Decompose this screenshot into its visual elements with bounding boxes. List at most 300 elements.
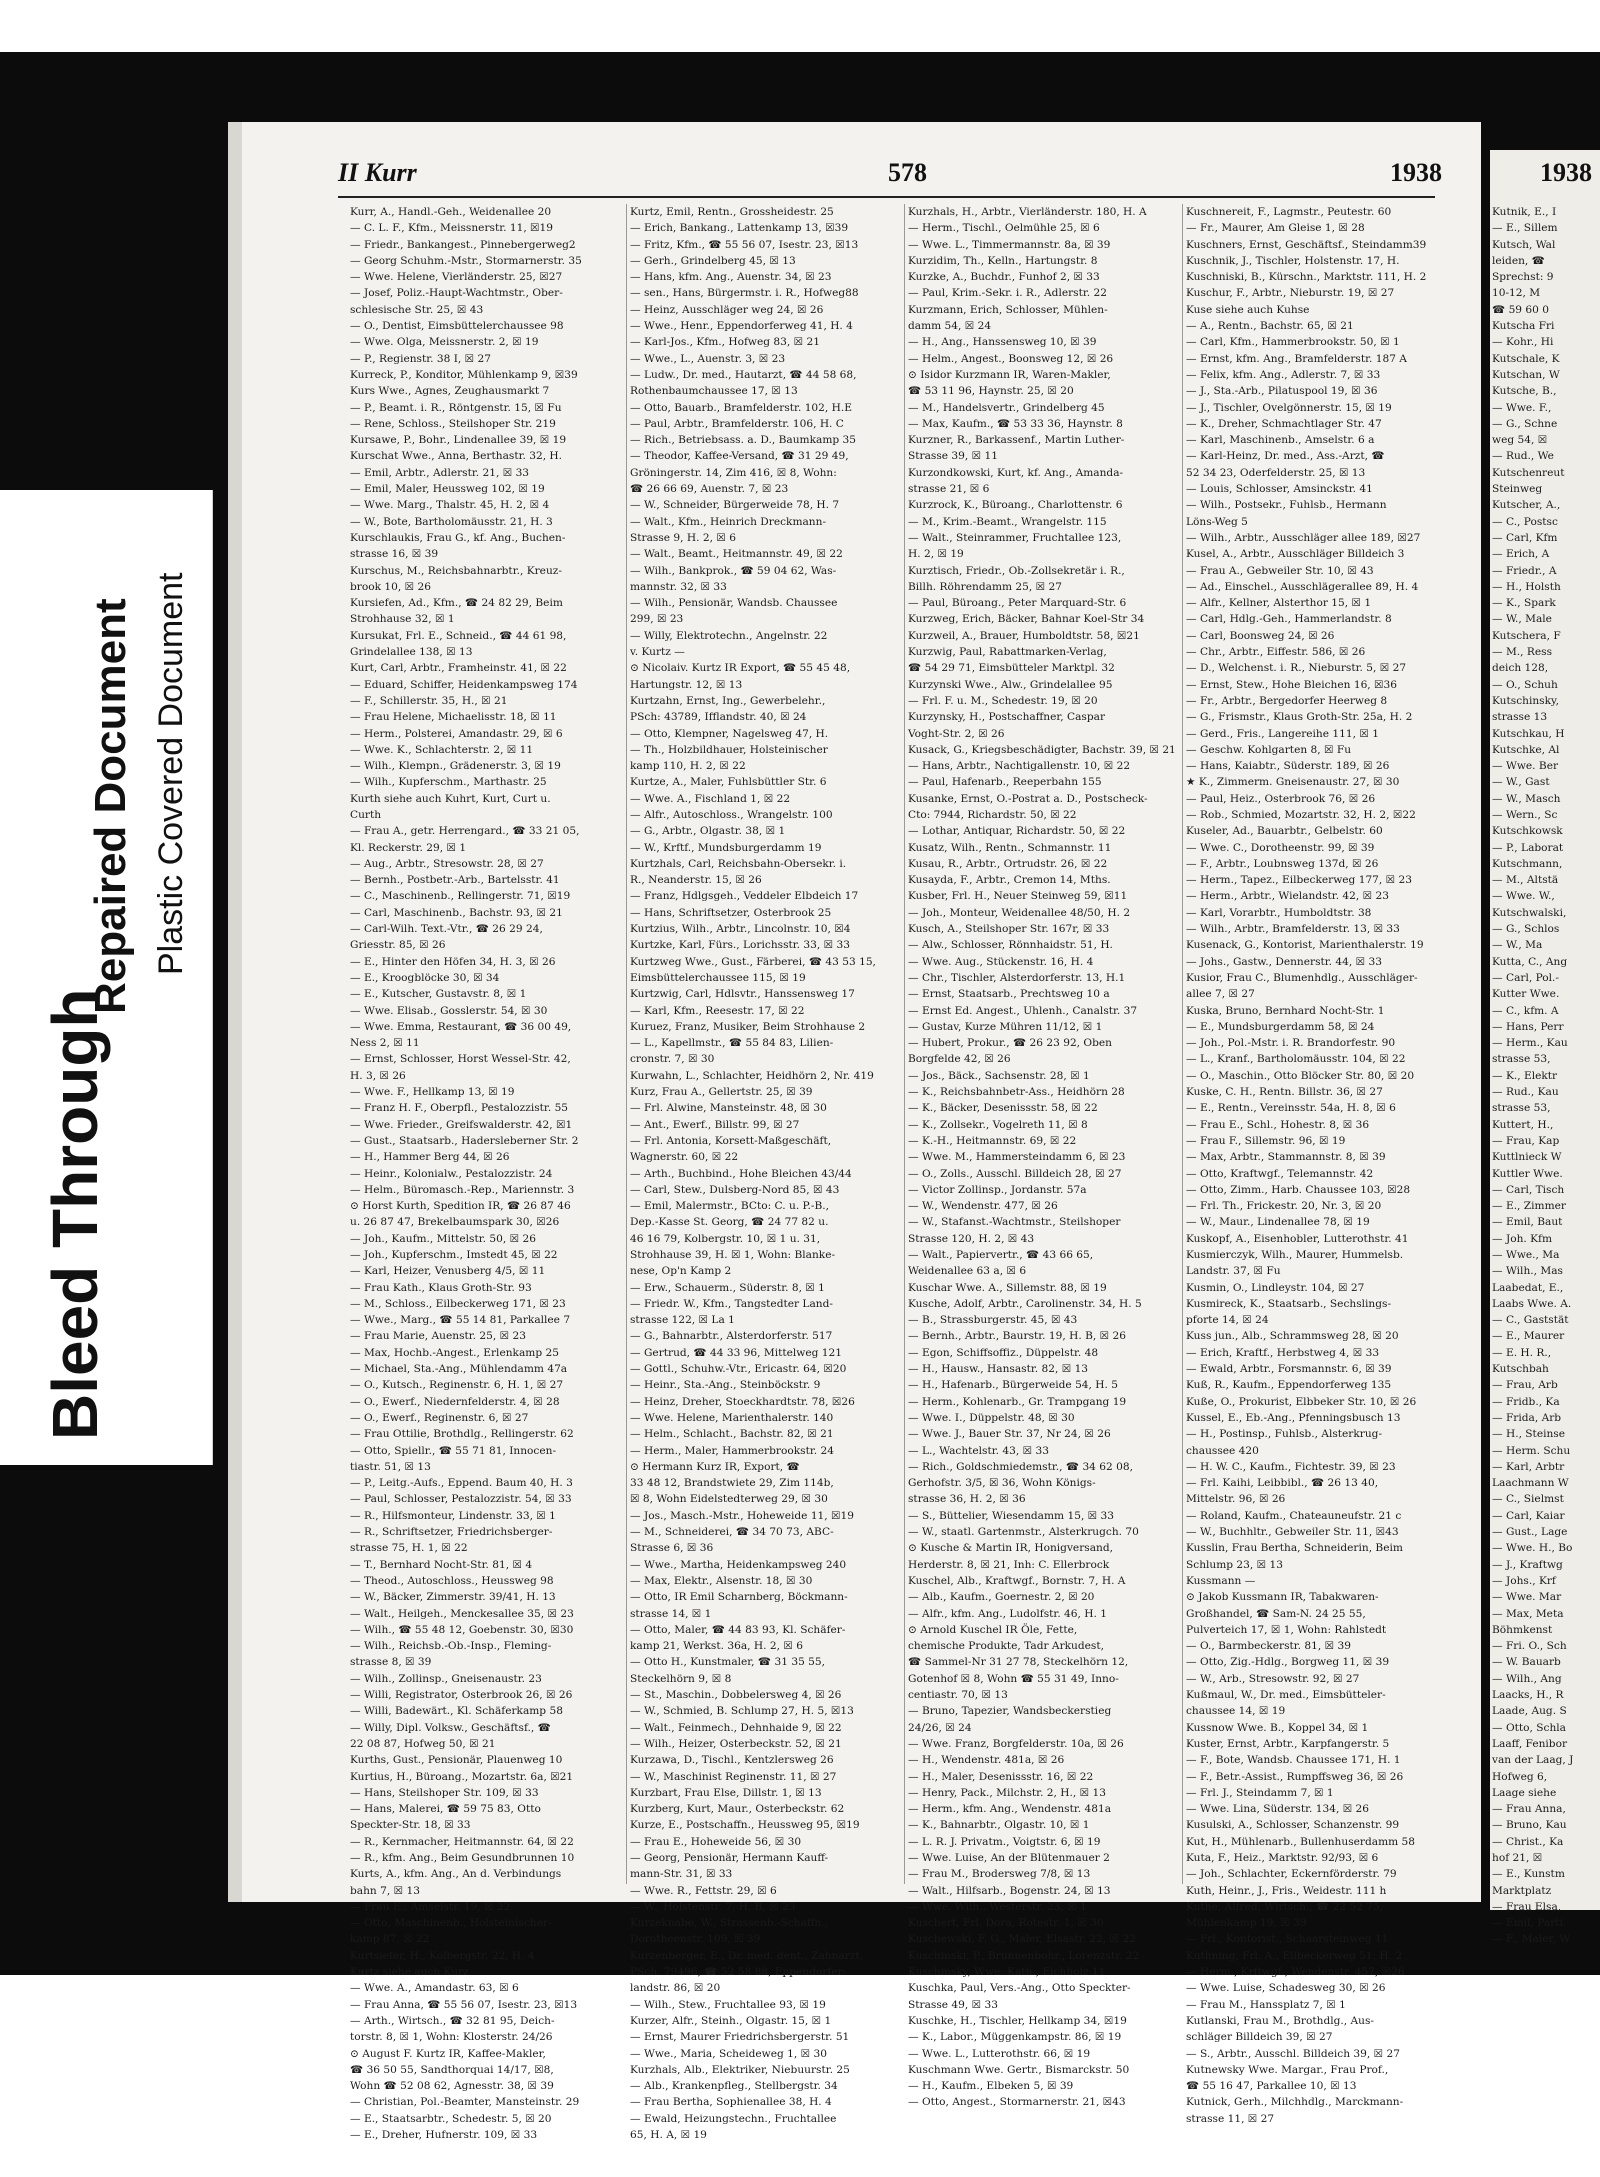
directory-line: — Wilh., Heizer, Osterbeckstr. 52, ☒ 21: [630, 1737, 842, 1750]
directory-line: — W., Krftf., Mundsburgerdamm 19: [630, 841, 822, 854]
directory-line: — M., Schneiderei, ☎ 34 70 73, ABC-: [630, 1526, 834, 1539]
directory-line: Pulverteich 17, ☒ 1, Wohn: Rahlstedt: [1186, 1623, 1387, 1636]
directory-line: Kurwahn, L., Schlachter, Heidhörn 2, Nr. 419: [630, 1069, 874, 1082]
directory-line: — Carl, Pol.-: [1492, 971, 1559, 984]
directory-line: Kurzhals, H., Arbtr., Vierländerstr. 180, H. A: [908, 206, 1147, 218]
directory-line: — Paul, Hafenarb., Reeperbahn 155: [908, 776, 1102, 789]
directory-line: Kutschan, W: [1492, 368, 1560, 381]
directory-line: — Frau E., Hoheweide 56, ☒ 30: [630, 1835, 802, 1848]
directory-line: — Fridb., Ka: [1492, 1395, 1560, 1408]
directory-line: — G., Frismstr., Klaus Groth-Str. 25a, H. 2: [1186, 711, 1413, 724]
directory-line: — Karl, Maschinenb., Amselstr. 6 a: [1186, 434, 1375, 447]
directory-line: — Alfr., Autoschloss., Wrangelstr. 100: [630, 808, 833, 821]
directory-line: Kurze, E., Postschaffn., Heussweg 95, ☒19: [630, 1819, 860, 1832]
directory-line: — Paul, Arbtr., Bramfelderstr. 106, H. C: [630, 417, 844, 430]
directory-line: — Rich., Goldschmiedemstr., ☎ 34 62 08,: [908, 1460, 1133, 1473]
directory-line: Grindelallee 138, ☒ 13: [350, 646, 473, 659]
directory-line: — Christ., Ka: [1492, 1835, 1564, 1848]
directory-line: Kuth, Heinr., J., Fris., Weidestr. 111 h: [1186, 1884, 1387, 1897]
directory-line: chaussee 420: [1186, 1444, 1259, 1457]
directory-line: — Helm., Schlacht., Bachstr. 82, ☒ 21: [630, 1428, 834, 1441]
directory-line: Kurzwig, Paul, Rabattmarken-Verlag,: [908, 646, 1107, 659]
directory-line: Kut, H., Mühlenarb., Bullenhuserdamm 58: [1186, 1835, 1416, 1848]
directory-line: — C., Postsc: [1492, 515, 1558, 528]
directory-line: bahn 7, ☒ 13: [350, 1884, 420, 1897]
directory-line: — St., Maschin., Dobbelersweg 4, ☒ 26: [630, 1689, 842, 1702]
directory-line: — Wern., Sc: [1492, 808, 1558, 821]
directory-line: — Frau Marie, Auenstr. 25, ☒ 23: [350, 1330, 526, 1343]
directory-line: — Willy, Dipl. Volksw., Geschäftsf., ☎: [350, 1721, 551, 1734]
directory-line: — Hans, Perr: [1492, 1020, 1564, 1033]
directory-line: — C. L. F., Kfm., Meissnerstr. 11, ☒19: [350, 222, 554, 235]
directory-line: Kutschenreut: [1492, 466, 1565, 479]
directory-line: — W., Bäcker, Zimmerstr. 39/41, H. 13: [350, 1591, 556, 1604]
directory-line: — Wilh., ☎ 55 48 12, Goebenstr. 30, ☒30: [350, 1623, 574, 1636]
directory-line: Gotenhof ☒ 8, Wohn ☎ 55 31 49, Inno-: [908, 1672, 1119, 1685]
directory-line: — Carl-Wilh. Text.-Vtr., ☎ 26 29 24,: [350, 923, 543, 936]
directory-line: — T., Bernhard Nocht-Str. 81, ☒ 4: [350, 1558, 533, 1571]
directory-line: Kuske, C. H., Rentn. Billstr. 36, ☒ 27: [1186, 1086, 1383, 1099]
directory-line: — Joh., Schlachter, Eckernförderstr. 79: [1186, 1868, 1397, 1881]
directory-line: Großhandel, ☎ Sam-N. 24 25 55,: [1186, 1607, 1366, 1620]
directory-line: van der Laag, J: [1492, 1754, 1574, 1767]
directory-line: — Heinz, Dreher, Stoeckhardtstr. 78, ☒26: [630, 1395, 855, 1408]
directory-line: ⊙ Jakob Kussmann IR, Tabakwaren-: [1186, 1591, 1379, 1604]
directory-line: — Rob., Schmied, Mozartstr. 32, H. 2, ☒22: [1186, 808, 1416, 821]
directory-line: — J., Kraftwg: [1492, 1558, 1563, 1571]
directory-line: centiastr. 70, ☒ 13: [908, 1689, 1008, 1702]
directory-line: Kurtz siehe auch Kurz: [350, 1966, 469, 1979]
directory-line: — Wwe. Helene, Marienthalerstr. 140: [630, 1411, 834, 1424]
directory-line: Dorotheenstr. 109, ☒ 39: [630, 1933, 761, 1946]
directory-line: — K., Reichsbahnbetr-Ass., Heidhörn 28: [908, 1086, 1125, 1099]
directory-line: Kurreck, P., Konditor, Mühlenkamp 9, ☒39: [350, 368, 578, 381]
directory-line: mannstr. 32, ☒ 33: [630, 580, 727, 593]
directory-line: — Frau Kath., Klaus Groth-Str. 93: [350, 1281, 532, 1294]
directory-line: Kurzidim, Th., Kelln., Hartungstr. 8: [908, 254, 1098, 267]
directory-line: Laaff, Fenibor: [1492, 1737, 1568, 1750]
directory-line: — G., Arbtr., Olgastr. 38, ☒ 1: [630, 825, 786, 838]
directory-line: — E., Staatsarbtr., Schedestr. 5, ☒ 20: [350, 2112, 552, 2125]
directory-line: Kurtzke, Karl, Fürs., Lorichsstr. 33, ☒ 33: [630, 939, 850, 952]
directory-line: — Heinr., Sta.-Ang., Steinböckstr. 9: [630, 1379, 821, 1392]
directory-line: — Frau Anna,: [1492, 1803, 1566, 1816]
directory-line: ☎ Sammel-Nr 31 27 78, Steckelhörn 12,: [908, 1656, 1129, 1669]
directory-line: Kurzhals, Alb., Elektriker, Niebuurstr. 25: [630, 2063, 850, 2076]
directory-line: leiden, ☎: [1492, 254, 1545, 267]
directory-line: Kurschus, M., Reichsbahnarbtr., Kreuz-: [350, 564, 562, 577]
directory-line: — Chr., Tischler, Alsterdorferstr. 13, H.1: [908, 971, 1126, 984]
directory-line: ⊙ Kusche & Martin IR, Honigversand,: [908, 1542, 1113, 1555]
directory-line: strasse 14, ☒ 1: [630, 1607, 712, 1620]
directory-line: — Heinr., Kolonialw., Pestalozzistr. 24: [350, 1167, 553, 1180]
directory-line: — Alfr., Kellner, Alsterthor 15, ☒ 1: [1186, 597, 1372, 610]
directory-line: Kusel, A., Arbtr., Ausschläger Billdeich 3: [1186, 548, 1405, 561]
directory-line: Kurz, Frau A., Gellertstr. 25, ☒ 39: [630, 1086, 813, 1099]
directory-line: — Herm., Polsterei, Amandastr. 29, ☒ 6: [350, 727, 563, 740]
directory-line: Kurtzius, Wilh., Arbtr., Lincolnstr. 10, ☒4: [630, 923, 851, 936]
directory-line: — Otto, Kraftwgf., Telemannstr. 42: [1186, 1167, 1374, 1180]
directory-line: — W., Male: [1492, 613, 1552, 626]
directory-line: — Joh., Kupferschm., Imstedt 45, ☒ 22: [350, 1249, 558, 1261]
directory-line: — W., Gast: [1492, 776, 1550, 789]
directory-line: Kurth siehe auch Kuhrt, Kurt, Curt u.: [350, 792, 551, 805]
directory-line: — C., Sielmst: [1492, 1493, 1564, 1506]
directory-line: — W., Maschinist Reginenstr. 11, ☒ 27: [630, 1770, 837, 1783]
directory-line: ☎ 26 66 69, Auenstr. 7, ☒ 23: [630, 483, 789, 496]
directory-line: — Frau Helene, Michaelisstr. 18, ☒ 11: [350, 711, 557, 724]
directory-line: — H., Steinse: [1492, 1428, 1566, 1441]
directory-line: Strohhause 32, ☒ 1: [350, 613, 455, 626]
directory-line: — Otto, Bauarb., Bramfelderstr. 102, H.E: [630, 401, 852, 414]
directory-line: — Otto, Zimm., Harb. Chaussee 103, ☒28: [1186, 1183, 1411, 1196]
directory-line: — Otto, Klempner, Nagelsweg 47, H.: [630, 727, 829, 740]
next-page-year: 1938: [1540, 158, 1592, 187]
directory-line: — Johs., Gastw., Dennerstr. 44, ☒ 33: [1186, 955, 1382, 968]
directory-line: Kutschkau, H: [1492, 727, 1565, 740]
directory-line: — Otto, Maler, ☎ 44 83 93, Kl. Schäfer-: [630, 1623, 846, 1636]
directory-line: — Walt., Steinrammer, Fruchtallee 123,: [908, 531, 1122, 544]
directory-line: — Wwe. L., Lutterothstr. 66, ☒ 19: [908, 2047, 1091, 2060]
directory-line: torstr. 8, ☒ 1, Wohn: Klosterstr. 24/26: [350, 2031, 553, 2044]
directory-line: Kutschera, F: [1492, 629, 1561, 642]
directory-line: — Ernst, Staatsarb., Prechtsweg 10 a: [908, 988, 1110, 1001]
directory-line: — Walt., Kfm., Heinrich Dreckmann-: [630, 515, 827, 528]
directory-line: — Victor Zollinsp., Jordanstr. 57a: [908, 1183, 1087, 1196]
directory-line: Dep.-Kasse St. Georg, ☎ 24 77 82 u.: [630, 1216, 829, 1229]
directory-line: Laage siehe: [1492, 1786, 1557, 1799]
directory-line: Kusch, A., Steilshoper Str. 167r, ☒ 33: [908, 923, 1110, 936]
directory-line: — K.-H., Heitmannstr. 69, ☒ 22: [908, 1134, 1077, 1147]
directory-line: — Wilh., Zollinsp., Gneisenaustr. 23: [350, 1672, 542, 1685]
directory-line: — E. H. R.,: [1492, 1346, 1552, 1359]
directory-line: — S., Arbtr., Ausschl. Billdeich 39, ☒ 27: [1186, 2047, 1400, 2060]
page-number: 578: [888, 158, 927, 187]
directory-line: Kutschinsky,: [1492, 694, 1559, 707]
directory-line: — W., Masch: [1492, 792, 1561, 805]
directory-line: ★ K., Zimmerm. Gneisenaustr. 27, ☒ 30: [1186, 776, 1400, 789]
directory-column-3: [908, 204, 1180, 2109]
column-divider: [626, 204, 627, 1884]
directory-line: — Otto, Zig.-Hdlg., Borgweg 11, ☒ 39: [1186, 1656, 1390, 1669]
directory-line: — Ludw., Dr. med., Hautarzt, ☎ 44 58 68,: [630, 368, 857, 381]
directory-line: Kuta, F., Heiz., Marktstr. 92/93, ☒ 6: [1186, 1851, 1379, 1864]
directory-line: Borgfelde 42, ☒ 26: [908, 1053, 1011, 1066]
directory-line: — Frl. Antonia, Korsett-Maßgeschäft,: [630, 1134, 832, 1147]
directory-line: — Frau A., getr. Herrengard., ☎ 33 21 05,: [350, 825, 580, 838]
directory-line: — Max, Meta: [1492, 1607, 1564, 1620]
directory-line: Rothenbaumchaussee 17, ☒ 13: [630, 385, 798, 398]
directory-line: — Franz H. F., Oberpfl., Pestalozzistr. 55: [350, 1102, 569, 1115]
directory-line: — Friedr. W., Kfm., Tangstedter Land-: [630, 1297, 833, 1310]
directory-line: Kuß, R., Kaufm., Eppendorferweg 135: [1186, 1379, 1392, 1392]
directory-line: Hofweg 6,: [1492, 1770, 1548, 1783]
directory-line: — Wwe. R., Fettstr. 29, ☒ 6: [630, 1884, 777, 1897]
directory-line: — Max, Arbtr., Stammannstr. 8, ☒ 39: [1186, 1151, 1386, 1164]
year-heading: 1938: [1390, 158, 1442, 187]
directory-line: — Wilh., Reichsb.-Ob.-Insp., Fleming-: [350, 1640, 552, 1653]
directory-line: — W., Schmied, B. Schlump 27, H. 5, ☒13: [630, 1705, 854, 1718]
directory-line: — Friedr., Bankangest., Pinnebergerweg2: [350, 238, 576, 251]
directory-line: — F., Bote, Wandsb. Chaussee 171, H. 1: [1186, 1754, 1401, 1767]
directory-line: — S., Büttelier, Wiesendamm 15, ☒ 33: [908, 1509, 1115, 1522]
directory-line: Kurzeknabe, W., Strassenb.-Schaffn.,: [630, 1917, 828, 1930]
directory-line: Kurths, Gust., Pensionär, Plauenweg 10: [350, 1754, 563, 1767]
directory-line: Kuschar Wwe. A., Sillemstr. 88, ☒ 19: [908, 1281, 1107, 1294]
directory-line: Sprechst: 9: [1492, 271, 1554, 284]
directory-line: — Otto, Spiellr., ☎ 55 71 81, Innocen-: [350, 1444, 557, 1457]
directory-line: ⊙ Arnold Kuschel IR Öle, Fette,: [908, 1623, 1078, 1636]
directory-line: Kursiefen, Ad., Kfm., ☎ 24 82 29, Beim: [350, 597, 563, 610]
directory-line: — Carl, Maschinenb., Bachstr. 93, ☒ 21: [350, 906, 563, 919]
directory-line: — Wilh., Arbtr., Ausschläger allee 189, ☒27: [1186, 531, 1421, 544]
directory-line: Strasse 120, H. 2, ☒ 43: [908, 1232, 1035, 1245]
directory-line: Kurtzwig, Carl, Hdlsvtr., Hanssensweg 17: [630, 988, 855, 1001]
directory-line: — W., Bote, Bartholomäusstr. 21, H. 3: [350, 515, 553, 528]
directory-line: Kuttert, H.,: [1492, 1118, 1554, 1131]
directory-line: Kuschka, Paul, Vers.-Ang., Otto Speckter-: [908, 1982, 1131, 1995]
section-heading: II Kurr: [338, 158, 417, 187]
directory-line: Kusatz, Wilh., Rentn., Schmannstr. 11: [908, 841, 1112, 854]
directory-line: Kuss jun., Alb., Schrammsweg 28, ☒ 20: [1186, 1330, 1399, 1343]
directory-line: Kurtzhals, Carl, Reichsbahn-Obersekr. i.: [630, 857, 847, 870]
directory-line: Kurt, Carl, Arbtr., Framheinstr. 41, ☒ 22: [350, 662, 567, 675]
directory-line: — Arth., Wirtsch., ☎ 32 81 95, Deich-: [350, 2014, 555, 2027]
directory-line: — Wwe., Martha, Heidenkampsweg 240: [630, 1558, 847, 1571]
directory-line: hof 21, ☒: [1492, 1851, 1543, 1864]
directory-line: Kutscha Fri: [1492, 320, 1555, 333]
directory-line: — Lothar, Antiquar, Richardstr. 50, ☒ 22: [908, 825, 1126, 838]
directory-line: tiastr. 51, ☒ 13: [350, 1460, 431, 1473]
directory-line: Kurzner, R., Barkassenf., Martin Luther-: [908, 434, 1125, 447]
directory-line: PSch: 43789, Ifflandstr. 40, ☒ 24: [630, 711, 807, 724]
directory-line: Kutnik, E., I: [1492, 206, 1557, 218]
directory-line: — Georg, Pensionär, Hermann Kauff-: [630, 1851, 829, 1864]
directory-line: — Carl, Kaiar: [1492, 1509, 1565, 1522]
directory-line: — Ernst, Schlosser, Horst Wessel-Str. 42,: [350, 1053, 571, 1066]
directory-line: Kuschinsky, Wwe. Kath., Eichholz 11: [908, 1966, 1106, 1979]
directory-line: Kurtzweg Wwe., Gust., Färberei, ☎ 43 53 15,: [630, 955, 876, 968]
directory-line: chaussee 14, ☒ 19: [1186, 1705, 1286, 1718]
directory-line: ☒ 8, Wohn Eidelstedterweg 29, ☒ 30: [630, 1493, 828, 1506]
directory-line: Kuruez, Franz, Musiker, Beim Strohhause 2: [630, 1020, 866, 1033]
directory-line: — Erich, Bankang., Lattenkamp 13, ☒39: [630, 222, 849, 235]
directory-line: — Erich, A: [1492, 548, 1550, 561]
directory-line: Kuthe, Alfred, Wirtsch., ☎ 22 52 75,: [1186, 1900, 1384, 1913]
directory-line: — Herm., Maler, Hammerbrookstr. 24: [630, 1444, 834, 1457]
directory-line: — Paul, Schlosser, Pestalozzistr. 54, ☒ 33: [350, 1493, 572, 1506]
directory-line: deich 128,: [1492, 662, 1549, 675]
directory-line: — Wwe. L., Timmermannstr. 8a, ☒ 39: [908, 238, 1111, 251]
directory-line: Strasse 9, H. 2, ☒ 6: [630, 531, 736, 544]
directory-line: pforte 14, ☒ 24: [1186, 1314, 1269, 1327]
directory-line: — Walt., Beamt., Heitmannstr. 49, ☒ 22: [630, 548, 843, 561]
directory-line: Kusslin, Frau Bertha, Schneiderin, Beim: [1186, 1542, 1403, 1555]
directory-line: — Gust., Staatsarb., Hadersleberner Str. 2: [350, 1134, 579, 1147]
directory-line: — Max, Hochb.-Angest., Erlenkamp 25: [350, 1346, 559, 1359]
directory-line: — Wwe. J., Bauer Str. 37, Nr 24, ☒ 26: [908, 1428, 1111, 1441]
directory-line: — Gust., Lage: [1492, 1526, 1568, 1539]
directory-line: — Frida, Arb: [1492, 1411, 1562, 1424]
directory-line: — W. Bauarb: [1492, 1656, 1561, 1669]
directory-line: — Henry, Pack., Milchstr. 2, H., ☒ 13: [908, 1786, 1106, 1799]
directory-line: — Frau E., Amselstr. 19, ☒ 22: [350, 1900, 511, 1913]
directory-line: — Wwe. W.,: [1492, 890, 1555, 903]
directory-line: Löns-Weg 5: [1186, 515, 1248, 528]
directory-line: — Hans, Schriftsetzer, Osterbrook 25: [630, 906, 832, 919]
directory-line: Laabs Wwe. A.: [1492, 1297, 1572, 1310]
directory-line: Kl. Reckerstr. 29, ☒ 1: [350, 841, 467, 854]
directory-line: kamp 21, Werkst. 36a, H. 2, ☒ 6: [630, 1640, 803, 1653]
directory-line: — Paul, Heiz., Osterbrook 76, ☒ 26: [1186, 792, 1376, 805]
directory-line: Kursukat, Frl. E., Schneid., ☎ 44 61 98,: [350, 629, 567, 642]
directory-line: — Felix, kfm. Ang., Adlerstr. 7, ☒ 33: [1186, 368, 1381, 381]
directory-line: — Max, Kaufm., ☎ 53 33 36, Haynstr. 8: [908, 417, 1123, 430]
directory-line: — Wwe. Franz, Borgfelderstr. 10a, ☒ 26: [908, 1737, 1124, 1750]
directory-line: — Paul, Büroang., Peter Marquard-Str. 6: [908, 597, 1127, 610]
directory-line: — Ewald, Arbtr., Forsmannstr. 6, ☒ 39: [1186, 1363, 1392, 1376]
directory-line: Kurzmann, Erich, Schlosser, Mühlen-: [908, 303, 1108, 316]
directory-line: Kurtzahn, Ernst, Ing., Gewerbelehr.,: [630, 694, 826, 707]
directory-line: Kurzawa, D., Tischl., Kentzlersweg 26: [630, 1754, 834, 1767]
directory-line: Steinweg: [1492, 483, 1543, 496]
directory-line: — K., Labor., Müggenkampstr. 86, ☒ 19: [908, 2031, 1122, 2044]
directory-line: — Otto, Schla: [1492, 1721, 1566, 1734]
directory-line: — Wilh., Mas: [1492, 1265, 1563, 1278]
directory-line: — Otto, Angest., Stormarnerstr. 21, ☒43: [908, 2096, 1126, 2109]
directory-line: Kutschwalski,: [1492, 906, 1567, 919]
directory-line: — H., Hammer Berg 44, ☒ 26: [350, 1151, 510, 1164]
directory-line: Kuschke, H., Tischler, Hellkamp 34, ☒19: [908, 2014, 1127, 2027]
directory-line: — O., Maschin., Otto Blöcker Str. 80, ☒ 20: [1186, 1069, 1415, 1082]
directory-line: — Bruno, Kau: [1492, 1819, 1567, 1832]
directory-line: — Frau, Arb: [1492, 1379, 1558, 1392]
directory-line: — Emil, Arbtr., Adlerstr. 21, ☒ 33: [350, 466, 530, 479]
directory-line: ⊙ Isidor Kurzmann IR, Waren-Makler,: [908, 368, 1111, 381]
directory-line: Kusmin, O., Lindleystr. 104, ☒ 27: [1186, 1281, 1365, 1294]
directory-line: — E., Maurer: [1492, 1330, 1565, 1343]
directory-line: — F., Maler, W: [1492, 1933, 1571, 1946]
directory-line: — Karl, Vorarbtr., Humboldtstr. 38: [1186, 906, 1372, 919]
directory-line: Cto: 7944, Richardstr. 50, ☒ 22: [908, 808, 1077, 821]
directory-line: Voght-Str. 2, ☒ 26: [908, 727, 1005, 740]
directory-line: — G., Bahnarbtr., Alsterdorferstr. 517: [630, 1330, 833, 1343]
directory-line: 65, H. A, ☒ 19: [630, 2129, 707, 2142]
directory-line: — Hans, Steilshoper Str. 109, ☒ 33: [350, 1786, 539, 1799]
directory-line: Steckelhörn 9, ☒ 8: [630, 1672, 732, 1685]
directory-line: Kuschnereit, F., Lagmstr., Peutestr. 60: [1186, 206, 1392, 218]
directory-line: — Wwe. Helene, Vierländerstr. 25, ☒27: [350, 271, 563, 284]
directory-line: — Friedr., A: [1492, 564, 1557, 577]
directory-line: — Frau F., Sillemstr. 96, ☒ 19: [1186, 1134, 1346, 1147]
directory-line: Kuschur, F., Arbtr., Nieburstr. 19, ☒ 27: [1186, 287, 1395, 300]
directory-line: — Wwe., Henr., Eppendorferweg 41, H. 4: [630, 320, 853, 333]
directory-line: Kutta, C., Ang: [1492, 955, 1568, 968]
directory-line: Strohhause 39, H. ☒ 1, Wohn: Blanke-: [630, 1249, 836, 1261]
directory-line: — Erw., Schauerm., Süderstr. 8, ☒ 1: [630, 1281, 825, 1294]
directory-line: — Wilh., Kupferschm., Marthastr. 25: [350, 776, 547, 789]
directory-line: — Gottl., Schuhw.-Vtr., Ericastr. 64, ☒20: [630, 1363, 847, 1376]
directory-line: — W., Ma: [1492, 939, 1543, 952]
directory-line: — W., Arb., Stresowstr. 92, ☒ 27: [1186, 1672, 1360, 1685]
directory-line: — Max, Elektr., Alsenstr. 18, ☒ 30: [630, 1574, 813, 1587]
directory-line: ☎ 36 50 55, Sandthorquai 14/17, ☒8,: [350, 2063, 554, 2076]
directory-line: Kusmireck, K., Staatsarb., Sechslings-: [1186, 1297, 1392, 1310]
directory-line: — Jos., Masch.-Mstr., Hoheweide 11, ☒19: [630, 1509, 855, 1522]
directory-line: H. 2, ☒ 19: [908, 548, 964, 561]
directory-line: — Ernst, kfm. Ang., Bramfelderstr. 187 A: [1186, 352, 1407, 365]
directory-line: Kursawe, P., Bohr., Lindenallee 39, ☒ 19: [350, 434, 567, 447]
directory-line: — C., kfm. A: [1492, 1004, 1559, 1017]
directory-line: — Emil, Maler, Heussweg 102, ☒ 19: [350, 483, 545, 496]
directory-line: strasse 16, ☒ 39: [350, 548, 439, 561]
directory-line: — G., Schlos: [1492, 923, 1560, 936]
directory-line: Kurtsiefer, H., Kolbergstr. 22, H. 4: [350, 1949, 535, 1962]
directory-line: — E., Kunstm: [1492, 1868, 1565, 1881]
directory-line: Kurzweil, A., Brauer, Humboldtstr. 58, ☒21: [908, 629, 1140, 642]
directory-line: — Alfr., kfm. Ang., Ludolfstr. 46, H. 1: [908, 1607, 1107, 1620]
directory-line: 24/26, ☒ 24: [908, 1721, 972, 1734]
directory-line: — Alw., Schlosser, Rönnhaidstr. 51, H.: [908, 939, 1113, 952]
directory-line: — Wilh., Klempn., Grädenerstr. 3, ☒ 19: [350, 760, 561, 773]
directory-line: — Herm., Arbtr., Wielandstr. 42, ☒ 23: [1186, 890, 1389, 903]
directory-line: schlesische Str. 25, ☒ 43: [350, 303, 484, 316]
directory-line: Marktplatz: [1492, 1884, 1552, 1897]
directory-line: Landstr. 37, ☒ Fu: [1186, 1265, 1281, 1278]
directory-line: PSch. 79496, ☎ 52 58 88, Eppendorfer-: [630, 1966, 847, 1979]
directory-line: Kussmann —: [1186, 1574, 1256, 1587]
directory-line: Wagnerstr. 60, ☒ 22: [630, 1151, 739, 1164]
directory-line: Griesstr. 85, ☒ 26: [350, 939, 446, 952]
directory-line: — R., Kernmacher, Heitmannstr. 64, ☒ 22: [350, 1835, 574, 1848]
page-shadow: [228, 122, 242, 1902]
directory-line: — Wwe. F.,: [1492, 401, 1552, 414]
directory-line: — Carl, Tisch: [1492, 1183, 1565, 1196]
directory-line: — Erich, Kraftf., Herbstweg 4, ☒ 33: [1186, 1346, 1380, 1359]
directory-line: — Wilh., Ang: [1492, 1672, 1562, 1685]
directory-line: Laachmann W: [1492, 1477, 1569, 1490]
directory-line: — Ernst, Stew., Hohe Bleichen 16, ☒36: [1186, 678, 1398, 691]
directory-line: — Carl, Kfm: [1492, 531, 1558, 544]
directory-line: — Willi, Badewärt., Kl. Schäferkamp 58: [350, 1705, 563, 1718]
directory-line: Kusenack, G., Kontorist, Marienthalerstr. 19: [1186, 939, 1424, 952]
directory-line: — K., Elektr: [1492, 1069, 1558, 1082]
directory-line: — Hans, Kaiabtr., Süderstr. 189, ☒ 26: [1186, 760, 1390, 773]
directory-line: landstr. 86, ☒ 20: [630, 1982, 721, 1995]
directory-line: schläger Billdeich 39, ☒ 27: [1186, 2031, 1333, 2044]
directory-line: — F., Schillerstr. 35, H., ☒ 21: [350, 694, 508, 707]
directory-line: — Frau E., Schl., Hohestr. 8, ☒ 36: [1186, 1118, 1370, 1131]
directory-line: — E., Mundsburgerdamm 58, ☒ 24: [1186, 1020, 1375, 1033]
directory-line: — Wwe. K., Schlachterstr. 2, ☒ 11: [350, 743, 534, 756]
directory-line: — H., Kaufm., Elbeken 5, ☒ 39: [908, 2080, 1074, 2093]
directory-line: — Bernh., Postbetr.-Arb., Bartelsstr. 41: [350, 874, 560, 887]
directory-line: Kutter Wwe.: [1492, 988, 1560, 1001]
directory-line: — W., Buchhltr., Gebweiler Str. 11, ☒43: [1186, 1526, 1399, 1539]
directory-line: — sen., Hans, Bürgermstr. i. R., Hofweg88: [630, 287, 859, 300]
directory-column-1: [350, 204, 622, 2142]
directory-line: — L., Wachtelstr. 43, ☒ 33: [908, 1444, 1049, 1457]
column-divider: [904, 204, 905, 1884]
directory-line: Kurts, A., kfm. Ang., An d. Verbindungs: [350, 1868, 562, 1881]
directory-line: — Walt., Feinmech., Dehnhaide 9, ☒ 22: [630, 1721, 842, 1734]
directory-line: Kusche, Adolf, Arbtr., Carolinenstr. 34, H. 5: [908, 1297, 1142, 1310]
directory-line: — Fr., Arbtr., Bergedorfer Heerweg 8: [1186, 694, 1388, 707]
directory-line: — Chr., Arbtr., Eiffestr. 586, ☒ 26: [1186, 646, 1366, 659]
directory-line: Kuska, Bruno, Bernhard Nocht-Str. 1: [1186, 1004, 1385, 1017]
directory-line: Kurtz, Emil, Rentn., Grossheidestr. 25: [630, 206, 834, 218]
directory-line: Kurzberg, Kurt, Maur., Osterbeckstr. 62: [630, 1803, 845, 1816]
